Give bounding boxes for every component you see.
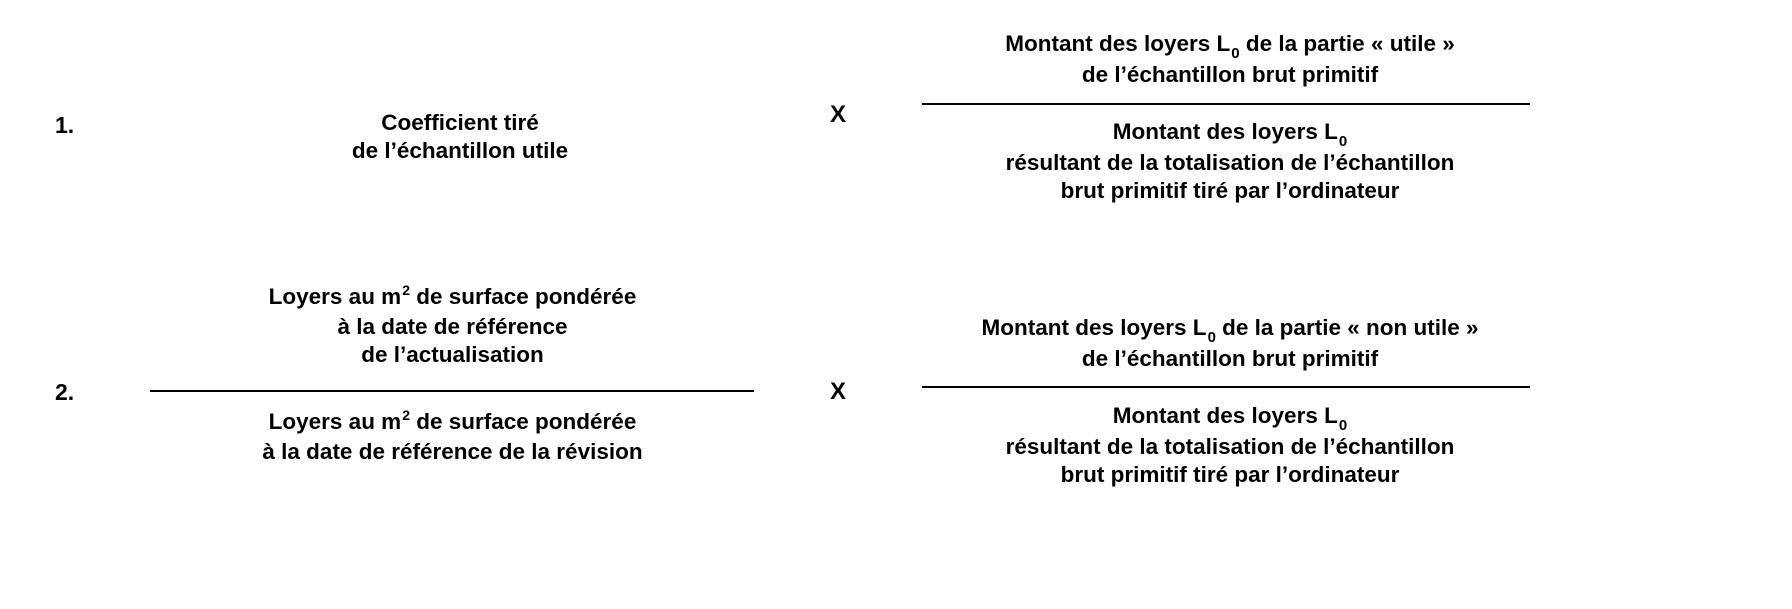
row2-left-denominator: [150, 408, 755, 466]
row1-number: 1.: [55, 112, 75, 138]
row1-right-den-line2: résultant de la totalisation de l’échantillon: [1005, 150, 1455, 175]
row2-left-den-line1: Loyers au $m^2$ de surface pondérée: [268, 407, 637, 434]
row2-left-num-line2: à la date de référence: [337, 314, 568, 339]
row1-right-fraction-bar: [922, 103, 1530, 105]
row2-left-den-line2: à la date de référence de la révision: [262, 439, 643, 464]
row2-left-num-line3: de l’actualisation: [361, 342, 544, 367]
row2-right-den-line1: Montant des loyers $L_0$: [1112, 403, 1348, 434]
row2-right-num-line2: de l’échantillon brut primitif: [1081, 346, 1379, 371]
row2-left-numerator: [150, 283, 755, 369]
row2-multiply-sign: X: [830, 378, 847, 405]
row1-right-den-line1: Montant des loyers $L_0$: [1112, 119, 1348, 150]
row1-left-expression: [310, 109, 610, 165]
row1-right-num-line2: de l’échantillon brut primitif: [1081, 62, 1379, 87]
row2-left-fraction-bar: [150, 390, 754, 392]
row1-left-line1: Coefficient tiré: [381, 110, 539, 135]
row2-right-num-line1: Montant des loyers $L_0$ de la partie « non utile »: [981, 315, 1479, 346]
row1-right-num-line1: Montant des loyers $L_0$ de la partie « utile »: [1005, 31, 1455, 62]
row2-right-fraction-bar: [922, 386, 1530, 388]
row2-number: 2.: [55, 379, 75, 405]
row2-right-den-line2: résultant de la totalisation de l’échantillon: [1005, 434, 1455, 459]
row2-right-numerator: [920, 314, 1540, 373]
row2-right-den-line3: brut primitif tiré par l’ordinateur: [1060, 462, 1400, 487]
row1-left-line2: de l’échantillon utile: [351, 138, 569, 163]
row1-right-den-line3: brut primitif tiré par l’ordinateur: [1060, 178, 1400, 203]
row1-right-denominator: [920, 118, 1540, 205]
row2-left-num-line1: Loyers au $m^2$ de surface pondérée: [268, 282, 637, 309]
row2-right-denominator: [920, 402, 1540, 489]
row1-multiply-sign: X: [830, 101, 847, 128]
row1-right-numerator: [920, 30, 1540, 89]
